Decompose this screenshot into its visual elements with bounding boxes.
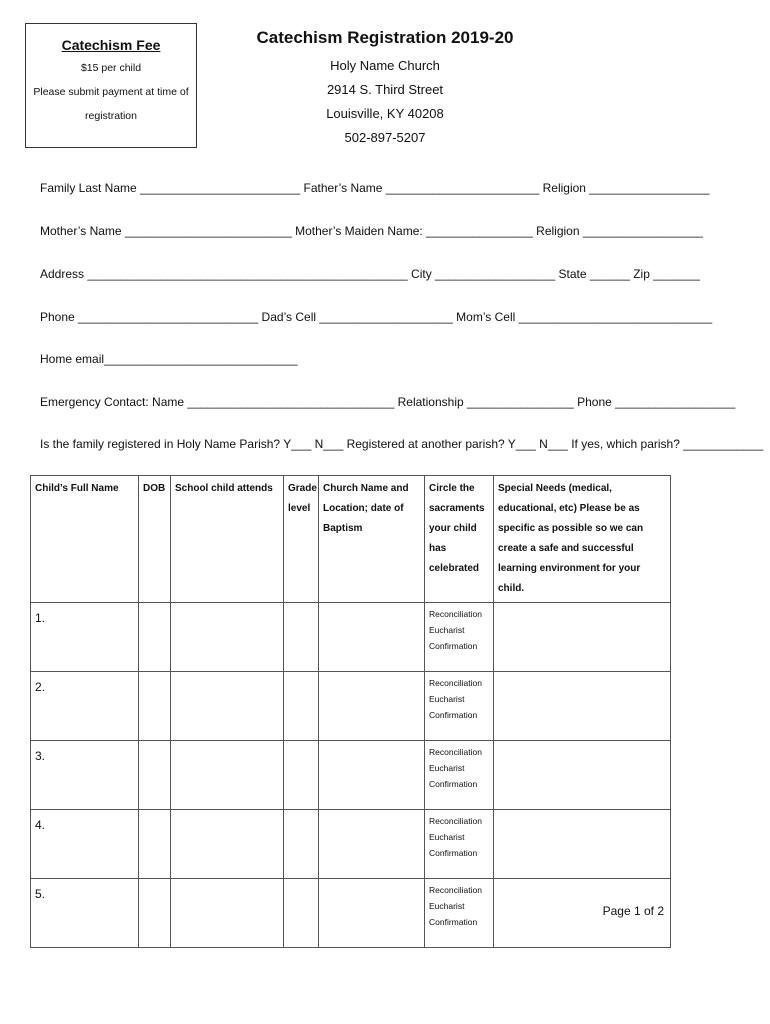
sacrament-eucharist[interactable]: Eucharist (429, 901, 465, 911)
row-number: 3. (35, 749, 46, 763)
church-phone: 502-897-5207 (344, 130, 426, 145)
children-table (30, 475, 671, 948)
fee-note-line2: registration (85, 110, 137, 122)
sacraments-cell (425, 603, 494, 672)
baptism-cell[interactable] (319, 672, 425, 741)
row-number: 1. (35, 611, 46, 625)
sacrament-reconciliation[interactable]: Reconciliation (429, 885, 482, 895)
fee-price: $15 per child (80, 62, 142, 74)
special-needs-cell[interactable] (494, 810, 671, 879)
child-name-cell[interactable] (31, 810, 139, 879)
fee-title: Catechism Fee (61, 37, 161, 53)
child-name-cell[interactable] (31, 741, 139, 810)
sacrament-reconciliation[interactable]: Reconciliation (429, 747, 482, 757)
sacrament-confirmation[interactable]: Confirmation (429, 917, 478, 927)
table-row (31, 810, 671, 879)
child-name-cell[interactable] (31, 603, 139, 672)
church-name: Holy Name Church (330, 58, 440, 73)
sacrament-confirmation[interactable]: Confirmation (429, 779, 478, 789)
sacrament-reconciliation[interactable]: Reconciliation (429, 609, 482, 619)
fee-note-line1: Please submit payment at time of (33, 86, 189, 98)
row-number: 2. (35, 680, 46, 694)
address-line[interactable]: Address ________________________________________________ City __________________ State ______ Zip _______ (40, 267, 700, 281)
col-sacraments: Circle the sacraments your child has celebrated (425, 476, 494, 603)
dob-cell[interactable] (139, 672, 171, 741)
sacrament-eucharist[interactable]: Eucharist (429, 832, 465, 842)
row-number: 5. (35, 887, 46, 901)
sacraments-cell (425, 810, 494, 879)
grade-cell[interactable] (284, 741, 319, 810)
sacrament-eucharist[interactable]: Eucharist (429, 763, 465, 773)
sacrament-reconciliation[interactable]: Reconciliation (429, 816, 482, 826)
sacrament-eucharist[interactable]: Eucharist (429, 694, 465, 704)
grade-cell[interactable] (284, 672, 319, 741)
special-needs-cell[interactable] (494, 672, 671, 741)
school-cell[interactable] (171, 741, 284, 810)
grade-cell[interactable] (284, 810, 319, 879)
dob-cell[interactable] (139, 879, 171, 948)
home-email-line[interactable]: Home email_____________________________ (40, 352, 298, 366)
sacraments-cell (425, 741, 494, 810)
table-row (31, 672, 671, 741)
page-number: Page 1 of 2 (602, 904, 664, 918)
col-special-needs: Special Needs (medical, educational, etc) Please be as specific as possible so we can create a safe and successful learning environment for your child. (494, 476, 671, 603)
mother-line[interactable]: Mother’s Name _________________________ Mother’s Maiden Name: ________________ Religion __________________ (40, 224, 703, 238)
child-name-cell[interactable] (31, 879, 139, 948)
page-header (230, 28, 540, 150)
phone-line[interactable]: Phone ___________________________ Dad’s Cell ____________________ Mom’s Cell _____________________________ (40, 310, 713, 324)
table-header-row (31, 476, 671, 603)
school-cell[interactable] (171, 672, 284, 741)
col-school: School child attends (171, 476, 284, 603)
baptism-cell[interactable] (319, 879, 425, 948)
sacrament-confirmation[interactable]: Confirmation (429, 848, 478, 858)
emergency-contact-line[interactable]: Emergency Contact: Name _______________________________ Relationship ________________ Phone __________________ (40, 395, 736, 409)
sacraments-cell (425, 672, 494, 741)
col-baptism-church: Church Name and Location; date of Baptism (319, 476, 425, 603)
baptism-cell[interactable] (319, 603, 425, 672)
school-cell[interactable] (171, 810, 284, 879)
sacrament-confirmation[interactable]: Confirmation (429, 710, 478, 720)
row-number: 4. (35, 818, 46, 832)
dob-cell[interactable] (139, 810, 171, 879)
sacraments-cell (425, 879, 494, 948)
col-grade-level: Grade level (284, 476, 319, 603)
table-row (31, 741, 671, 810)
special-needs-cell[interactable] (494, 741, 671, 810)
sacrament-eucharist[interactable]: Eucharist (429, 625, 465, 635)
col-childs-name: Child’s Full Name (31, 476, 139, 603)
baptism-cell[interactable] (319, 810, 425, 879)
family-line[interactable]: Family Last Name ________________________ Father’s Name _______________________ Religion __________________ (40, 181, 710, 195)
page-title: Catechism Registration 2019-20 (256, 28, 514, 47)
col-dob: DOB (139, 476, 171, 603)
table-row (31, 603, 671, 672)
sacrament-reconciliation[interactable]: Reconciliation (429, 678, 482, 688)
table-row (31, 879, 671, 948)
parish-registration-line[interactable]: Is the family registered in Holy Name Parish? Y___ N___ Registered at another parish? Y___ N___ If yes, which parish? ____________ (40, 437, 764, 451)
sacrament-confirmation[interactable]: Confirmation (429, 641, 478, 651)
fee-box (25, 23, 197, 148)
grade-cell[interactable] (284, 603, 319, 672)
grade-cell[interactable] (284, 879, 319, 948)
school-cell[interactable] (171, 879, 284, 948)
dob-cell[interactable] (139, 741, 171, 810)
special-needs-cell[interactable] (494, 603, 671, 672)
child-name-cell[interactable] (31, 672, 139, 741)
baptism-cell[interactable] (319, 741, 425, 810)
school-cell[interactable] (171, 603, 284, 672)
church-street: 2914 S. Third Street (326, 82, 444, 97)
church-city: Louisville, KY 40208 (326, 106, 444, 121)
dob-cell[interactable] (139, 603, 171, 672)
